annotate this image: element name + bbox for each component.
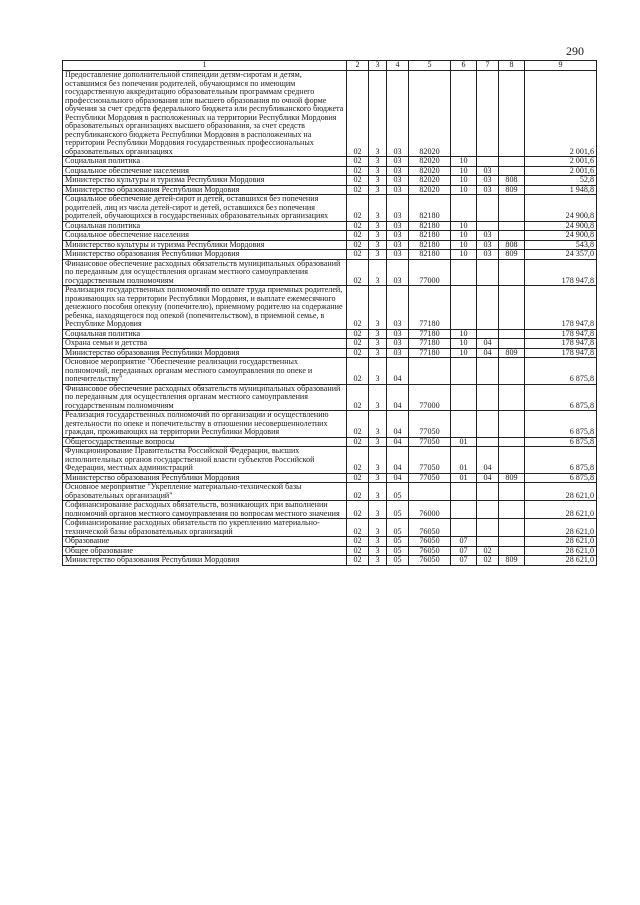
code-col6: 10: [451, 231, 477, 241]
code-col4: 04: [387, 384, 409, 411]
table-row: [63, 473, 597, 483]
code-col2: 02: [347, 221, 369, 231]
code-col6: 07: [451, 556, 477, 566]
row-name: Социальное обеспечение детей-сирот и детей, оставшихся без попечения родителей, лиц из числа детей-сирот и детей, оставшихся без попечения родителей, обучающихся в государственных образовательных организациях: [63, 195, 347, 222]
row-name: Основное мероприятие "Обеспечение реализации государственных полномочий, переданных органам местного самоуправления по опеке и попечительству": [63, 358, 347, 385]
amount: 28 621,0: [525, 501, 597, 519]
code-col5: 82180: [409, 231, 451, 241]
amount: 2 001,6: [525, 71, 597, 157]
code-col7: [477, 501, 499, 519]
row-name: Социальная политика: [63, 157, 347, 167]
table-row: [63, 348, 597, 358]
code-col4: 03: [387, 259, 409, 286]
code-col5: 77050: [409, 473, 451, 483]
code-col8: [499, 537, 525, 547]
table-row: [63, 176, 597, 186]
code-col3: 3: [369, 447, 387, 474]
table-row: [63, 546, 597, 556]
amount: 178 947,8: [525, 329, 597, 339]
budget-table: [62, 60, 597, 566]
code-col5: 76000: [409, 501, 451, 519]
amount: 28 621,0: [525, 483, 597, 501]
code-col6: 07: [451, 537, 477, 547]
code-col3: 3: [369, 437, 387, 447]
code-col4: 04: [387, 473, 409, 483]
table-row: [63, 221, 597, 231]
table-body: [63, 71, 597, 566]
code-col3: 3: [369, 329, 387, 339]
code-col4: 03: [387, 176, 409, 186]
code-col6: 10: [451, 329, 477, 339]
code-col6: 10: [451, 339, 477, 349]
row-name: Министерство культуры и туризма Республики Мордовия: [63, 176, 347, 186]
code-col8: 809: [499, 185, 525, 195]
code-col2: 02: [347, 250, 369, 260]
code-col7: 04: [477, 339, 499, 349]
row-name: Основное мероприятие "Укрепление материально-технической базы образовательных организаций": [63, 483, 347, 501]
column-header: 5: [409, 61, 451, 71]
code-col8: [499, 195, 525, 222]
code-col2: 02: [347, 176, 369, 186]
code-col2: 02: [347, 546, 369, 556]
code-col5: 77000: [409, 259, 451, 286]
code-col7: [477, 483, 499, 501]
code-col2: 02: [347, 437, 369, 447]
code-col8: [499, 166, 525, 176]
code-col5: 77180: [409, 286, 451, 330]
amount: 543,8: [525, 240, 597, 250]
code-col2: 02: [347, 259, 369, 286]
code-col5: 77180: [409, 348, 451, 358]
code-col3: 3: [369, 483, 387, 501]
amount: 6 875,8: [525, 384, 597, 411]
amount: 1 948,8: [525, 185, 597, 195]
amount: 178 947,8: [525, 286, 597, 330]
code-col8: [499, 483, 525, 501]
code-col5: 82020: [409, 157, 451, 167]
code-col2: 02: [347, 483, 369, 501]
code-col6: [451, 259, 477, 286]
code-col8: [499, 384, 525, 411]
column-header: 2: [347, 61, 369, 71]
code-col2: 02: [347, 556, 369, 566]
code-col6: [451, 358, 477, 385]
code-col5: [409, 358, 451, 385]
code-col8: 808: [499, 176, 525, 186]
table-row: [63, 250, 597, 260]
code-col5: 82020: [409, 185, 451, 195]
code-col7: [477, 537, 499, 547]
code-col8: [499, 339, 525, 349]
amount: 6 875,8: [525, 473, 597, 483]
row-name: Общее образование: [63, 546, 347, 556]
code-col5: [409, 483, 451, 501]
code-col5: 82020: [409, 176, 451, 186]
code-col2: 02: [347, 240, 369, 250]
code-col6: 10: [451, 240, 477, 250]
code-col2: 02: [347, 473, 369, 483]
code-col8: 809: [499, 348, 525, 358]
code-col3: 3: [369, 221, 387, 231]
amount: 24 900,8: [525, 231, 597, 241]
code-col7: [477, 195, 499, 222]
code-col7: 03: [477, 231, 499, 241]
code-col5: 77000: [409, 384, 451, 411]
code-col5: 77050: [409, 437, 451, 447]
code-col4: 03: [387, 250, 409, 260]
code-col8: [499, 501, 525, 519]
row-name: Реализация государственных полномочий по организации и осуществлению деятельности по опеке и попечительству в отношении несовершеннолетних граждан, проживающих на территории Республики Мордовия: [63, 411, 347, 438]
amount: 2 001,6: [525, 157, 597, 167]
code-col7: 02: [477, 546, 499, 556]
code-col6: [451, 483, 477, 501]
code-col8: 809: [499, 556, 525, 566]
amount: 6 875,8: [525, 411, 597, 438]
code-col7: 03: [477, 185, 499, 195]
amount: 28 621,0: [525, 546, 597, 556]
code-col2: 02: [347, 411, 369, 438]
code-col8: 809: [499, 473, 525, 483]
code-col7: 04: [477, 348, 499, 358]
code-col2: 02: [347, 286, 369, 330]
code-col7: 03: [477, 240, 499, 250]
code-col3: 3: [369, 166, 387, 176]
row-name: Министерство образования Республики Мордовия: [63, 556, 347, 566]
code-col3: 3: [369, 157, 387, 167]
code-col8: [499, 546, 525, 556]
page-number: 290: [566, 44, 584, 58]
code-col8: 809: [499, 250, 525, 260]
row-name: Финансовое обеспечение расходных обязательств муниципальных образований по переданным для осуществления органам местного самоуправления государственным полномочиям: [63, 259, 347, 286]
table-row: [63, 519, 597, 537]
code-col7: [477, 259, 499, 286]
amount: 6 875,8: [525, 447, 597, 474]
code-col4: 03: [387, 348, 409, 358]
code-col8: [499, 519, 525, 537]
code-col8: [499, 329, 525, 339]
code-col3: 3: [369, 250, 387, 260]
row-name: Министерство образования Республики Мордовия: [63, 473, 347, 483]
code-col4: 05: [387, 519, 409, 537]
code-col4: 05: [387, 537, 409, 547]
code-col2: 02: [347, 447, 369, 474]
code-col7: 02: [477, 556, 499, 566]
code-col4: 03: [387, 339, 409, 349]
code-col4: 03: [387, 286, 409, 330]
code-col5: 76050: [409, 537, 451, 547]
code-col4: 05: [387, 546, 409, 556]
code-col6: 01: [451, 473, 477, 483]
code-col7: 04: [477, 473, 499, 483]
code-col7: [477, 221, 499, 231]
code-col4: 03: [387, 71, 409, 157]
column-header: 9: [525, 61, 597, 71]
code-col3: 3: [369, 546, 387, 556]
amount: 24 900,8: [525, 195, 597, 222]
row-name: Министерство образования Республики Мордовия: [63, 185, 347, 195]
code-col7: [477, 519, 499, 537]
column-header: 1: [63, 61, 347, 71]
row-name: Предоставление дополнительной стипендии детям-сиротам и детям, оставшимся без попечения родителей, обучающимся по имеющим государственную аккредитацию образовательным программам среднего профессионального образования или высшего образования по очной форме обучения за счет средств федерального бюджета или республиканского бюджета Республики Мордовия в расположенных на территории Республики Мордовия образовательных организациях высшего образования, за счет средств республиканского бюджета Республики Мордовия в расположенных на территории Республики Мордовия государственных профессиональных образовательных организациях: [63, 71, 347, 157]
column-header: 3: [369, 61, 387, 71]
row-name: Социальная политика: [63, 221, 347, 231]
amount: 52,8: [525, 176, 597, 186]
code-col6: 10: [451, 250, 477, 260]
code-col8: [499, 358, 525, 385]
code-col4: 03: [387, 329, 409, 339]
code-col6: [451, 384, 477, 411]
code-col8: [499, 221, 525, 231]
code-col3: 3: [369, 556, 387, 566]
row-name: Министерство культуры и туризма Республики Мордовия: [63, 240, 347, 250]
code-col4: 04: [387, 358, 409, 385]
code-col6: 10: [451, 166, 477, 176]
code-col3: 3: [369, 519, 387, 537]
code-col5: 76050: [409, 519, 451, 537]
amount: 28 621,0: [525, 537, 597, 547]
code-col4: 05: [387, 556, 409, 566]
table-row: [63, 358, 597, 385]
code-col6: [451, 195, 477, 222]
code-col2: 02: [347, 166, 369, 176]
code-col7: [477, 286, 499, 330]
code-col7: 03: [477, 176, 499, 186]
code-col6: 10: [451, 221, 477, 231]
code-col6: 10: [451, 157, 477, 167]
table-row: [63, 157, 597, 167]
code-col8: [499, 447, 525, 474]
code-col4: 04: [387, 411, 409, 438]
amount: 24 357,0: [525, 250, 597, 260]
code-col6: [451, 71, 477, 157]
code-col6: 01: [451, 437, 477, 447]
code-col4: 04: [387, 437, 409, 447]
code-col2: 02: [347, 329, 369, 339]
code-col2: 02: [347, 348, 369, 358]
code-col5: 82020: [409, 71, 451, 157]
code-col5: 77180: [409, 339, 451, 349]
code-col5: 82020: [409, 166, 451, 176]
code-col7: [477, 437, 499, 447]
code-col3: 3: [369, 473, 387, 483]
code-col6: 10: [451, 185, 477, 195]
code-col6: [451, 411, 477, 438]
amount: 178 947,8: [525, 339, 597, 349]
table-row: [63, 339, 597, 349]
code-col2: 02: [347, 185, 369, 195]
code-col3: 3: [369, 348, 387, 358]
code-col2: 02: [347, 71, 369, 157]
table-row: [63, 329, 597, 339]
column-header: 8: [499, 61, 525, 71]
code-col4: 03: [387, 157, 409, 167]
amount: 2 001,6: [525, 166, 597, 176]
code-col4: 03: [387, 240, 409, 250]
column-header: 4: [387, 61, 409, 71]
row-name: Социальное обеспечение населения: [63, 231, 347, 241]
code-col7: 04: [477, 447, 499, 474]
code-col3: 3: [369, 176, 387, 186]
table-row: [63, 447, 597, 474]
code-col3: 3: [369, 384, 387, 411]
code-col5: 82180: [409, 195, 451, 222]
code-col3: 3: [369, 537, 387, 547]
code-col4: 03: [387, 195, 409, 222]
code-col8: [499, 411, 525, 438]
code-col5: 82180: [409, 240, 451, 250]
code-col3: 3: [369, 339, 387, 349]
code-col3: 3: [369, 195, 387, 222]
amount: 24 900,8: [525, 221, 597, 231]
row-name: Министерство образования Республики Мордовия: [63, 348, 347, 358]
code-col5: 77050: [409, 447, 451, 474]
amount: 6 875,8: [525, 358, 597, 385]
code-col4: 05: [387, 483, 409, 501]
code-col3: 3: [369, 358, 387, 385]
code-col4: 04: [387, 447, 409, 474]
code-col8: [499, 259, 525, 286]
table-row: [63, 501, 597, 519]
code-col5: 76050: [409, 556, 451, 566]
row-name: Функционирование Правительства Российской Федерации, высших исполнительных органов государственной власти субъектов Российской Федерации, местных администраций: [63, 447, 347, 474]
row-name: Реализация государственных полномочий по оплате труда приемных родителей, проживающих на территории Республики Мордовия, и выплате ежемесячного денежного пособия опекуну (попечителю), приемному родителю на содержание ребенка, находящегося под опекой (попечительством), в приемной семье, в Республике Мордовия: [63, 286, 347, 330]
amount: 28 621,0: [525, 556, 597, 566]
row-name: Софинансирование расходных обязательств по укреплению материально-технической базы образовательных организаций: [63, 519, 347, 537]
code-col6: [451, 286, 477, 330]
code-col5: 82180: [409, 221, 451, 231]
table-row: [63, 259, 597, 286]
code-col6: [451, 519, 477, 537]
code-col7: [477, 358, 499, 385]
code-col4: 03: [387, 185, 409, 195]
code-col8: [499, 157, 525, 167]
amount: 178 947,8: [525, 259, 597, 286]
code-col7: [477, 384, 499, 411]
table-row: [63, 537, 597, 547]
code-col5: 77180: [409, 329, 451, 339]
row-name: Охрана семьи и детства: [63, 339, 347, 349]
column-header: 7: [477, 61, 499, 71]
code-col6: 07: [451, 546, 477, 556]
table-row: [63, 384, 597, 411]
table-row: [63, 231, 597, 241]
table-row: [63, 195, 597, 222]
code-col2: 02: [347, 195, 369, 222]
table-header-row: [63, 61, 597, 71]
code-col6: 10: [451, 348, 477, 358]
code-col7: [477, 71, 499, 157]
code-col4: 03: [387, 221, 409, 231]
code-col7: [477, 157, 499, 167]
code-col6: [451, 501, 477, 519]
code-col5: 77050: [409, 411, 451, 438]
table-row: [63, 437, 597, 447]
table-row: [63, 286, 597, 330]
code-col8: [499, 286, 525, 330]
code-col8: [499, 231, 525, 241]
code-col2: 02: [347, 339, 369, 349]
row-name: Социальное обеспечение населения: [63, 166, 347, 176]
code-col5: 82180: [409, 250, 451, 260]
code-col3: 3: [369, 185, 387, 195]
row-name: Образование: [63, 537, 347, 547]
code-col3: 3: [369, 259, 387, 286]
code-col3: 3: [369, 240, 387, 250]
table-row: [63, 411, 597, 438]
code-col2: 02: [347, 519, 369, 537]
row-name: Софинансирование расходных обязательств, возникающих при выполнении полномочий органов местного самоуправления по вопросам местного значения: [63, 501, 347, 519]
code-col6: 01: [451, 447, 477, 474]
amount: 178 947,8: [525, 348, 597, 358]
table-row: [63, 483, 597, 501]
code-col2: 02: [347, 231, 369, 241]
code-col4: 03: [387, 231, 409, 241]
amount: 28 621,0: [525, 519, 597, 537]
table-row: [63, 166, 597, 176]
code-col3: 3: [369, 501, 387, 519]
code-col8: 808: [499, 240, 525, 250]
table-row: [63, 556, 597, 566]
code-col3: 3: [369, 411, 387, 438]
code-col8: [499, 437, 525, 447]
table-row: [63, 240, 597, 250]
row-name: Министерство образования Республики Мордовия: [63, 250, 347, 260]
code-col3: 3: [369, 231, 387, 241]
code-col2: 02: [347, 157, 369, 167]
row-name: Общегосударственные вопросы: [63, 437, 347, 447]
code-col7: [477, 411, 499, 438]
row-name: Финансовое обеспечение расходных обязательств муниципальных образований по переданным для осуществления органам местного самоуправления государственным полномочиям: [63, 384, 347, 411]
code-col2: 02: [347, 501, 369, 519]
code-col7: [477, 329, 499, 339]
code-col2: 02: [347, 537, 369, 547]
code-col2: 02: [347, 358, 369, 385]
table-row: [63, 185, 597, 195]
code-col6: 10: [451, 176, 477, 186]
column-header: 6: [451, 61, 477, 71]
code-col7: 03: [477, 166, 499, 176]
row-name: Социальная политика: [63, 329, 347, 339]
code-col3: 3: [369, 286, 387, 330]
amount: 6 875,8: [525, 437, 597, 447]
table-row: [63, 71, 597, 157]
code-col8: [499, 71, 525, 157]
code-col4: 03: [387, 166, 409, 176]
code-col3: 3: [369, 71, 387, 157]
code-col2: 02: [347, 384, 369, 411]
code-col5: 76050: [409, 546, 451, 556]
code-col4: 05: [387, 501, 409, 519]
code-col7: 03: [477, 250, 499, 260]
